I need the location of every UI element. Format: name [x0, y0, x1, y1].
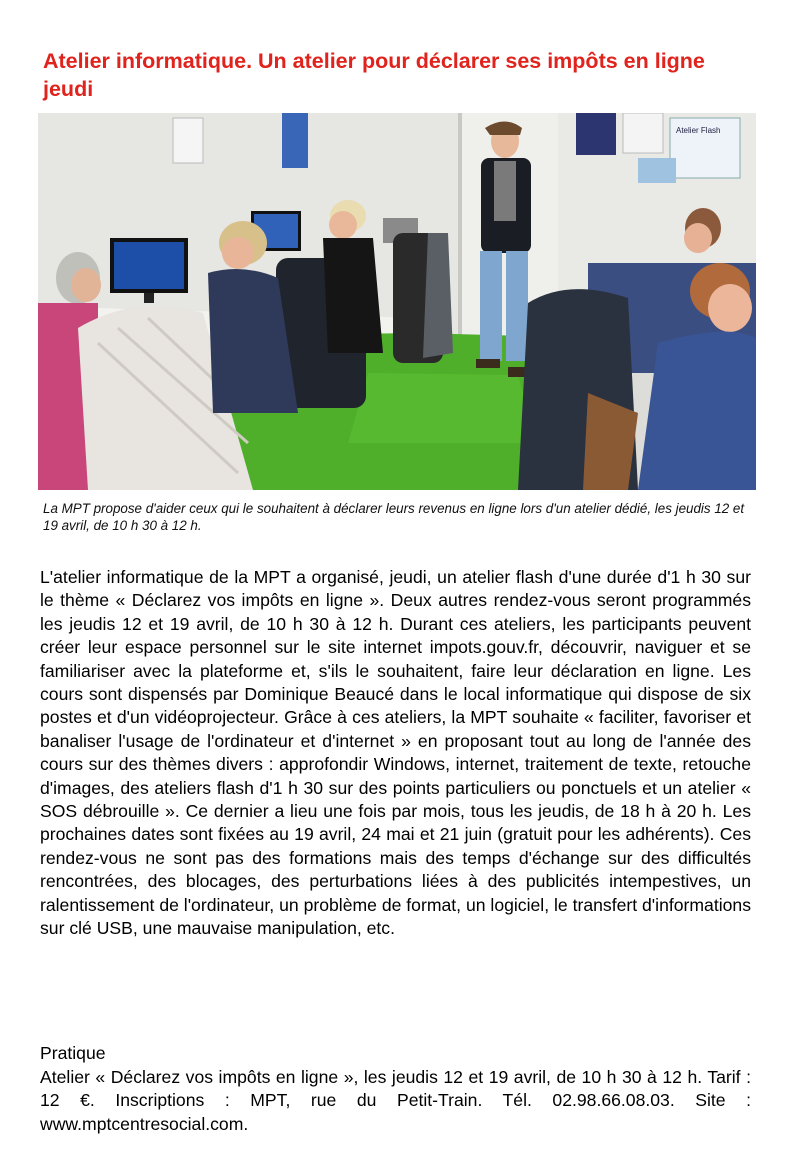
photo-caption: La MPT propose d'aider ceux qui le souhaitent à déclarer leurs revenus en ligne lors d'un atelier dédié, les jeudis 12 et 19 avril, de 10 h 30 à 12 h. — [43, 501, 745, 533]
article-headline: Atelier informatique. Un atelier pour déclarer ses impôts en ligne jeudi — [43, 49, 705, 101]
classroom-photo-illustration — [38, 113, 756, 490]
article-photo — [38, 113, 756, 490]
pratique-details: Atelier « Déclarez vos impôts en ligne », les jeudis 12 et 19 avril, de 10 h 30 à 12 h. Tarif : 12 €. Inscriptions : MPT, rue du Petit-Train. Tél. 02.98.66.08.03. Site : www.mptcentresocial.com. — [40, 1067, 751, 1134]
pratique-heading: Pratique — [40, 1043, 106, 1063]
poster-text: Atelier Flash — [676, 126, 721, 135]
article-body: L'atelier informatique de la MPT a organisé, jeudi, un atelier flash d'une durée d'1 h 30 sur le thème « Déclarez vos impôts en ligne ». Deux autres rendez-vous seront programmés les jeudis 12 et 19 avril, de 10 h 30 à 12 h. Durant ces ateliers, les participants peuvent créer leur espace personnel sur le site internet impots.gouv.fr, découvrir, naviguer et se familiariser avec la plateforme et, s'ils le souhaitent, faire leur déclaration en ligne. Les cours sont dispensés par Dominique Beaucé dans le local informatique qui dispose de six postes et d'un vidéoprojecteur. Grâce à ces ateliers, la MPT souhaite « faciliter, favoriser et banaliser l'usage de l'ordinateur et d'internet » en proposant tout au long de l'année des cours sur des thèmes divers : approfondir Windows, internet, traitement de texte, retouche d'images, des ateliers flash d'1 h 30 sur des points particuliers ou ponctuels et un atelier « SOS débrouille ». Ce dernier a lieu une fois par mois, tous les jeudis, de 18 h à 20 h. Les prochaines dates sont fixées au 19 avril, 24 mai et 21 juin (gratuit pour les adhérents). Ces rendez-vous ne sont pas des formations mais des temps d'échange sur des difficultés rencontrées, des blocages, des perturbations liées à des publicités intempestives, un ralentissement de l'ordinateur, un problème de format, un logiciel, le transfert d'informations sur clé USB, une mauvaise manipulation, etc. — [40, 567, 751, 939]
